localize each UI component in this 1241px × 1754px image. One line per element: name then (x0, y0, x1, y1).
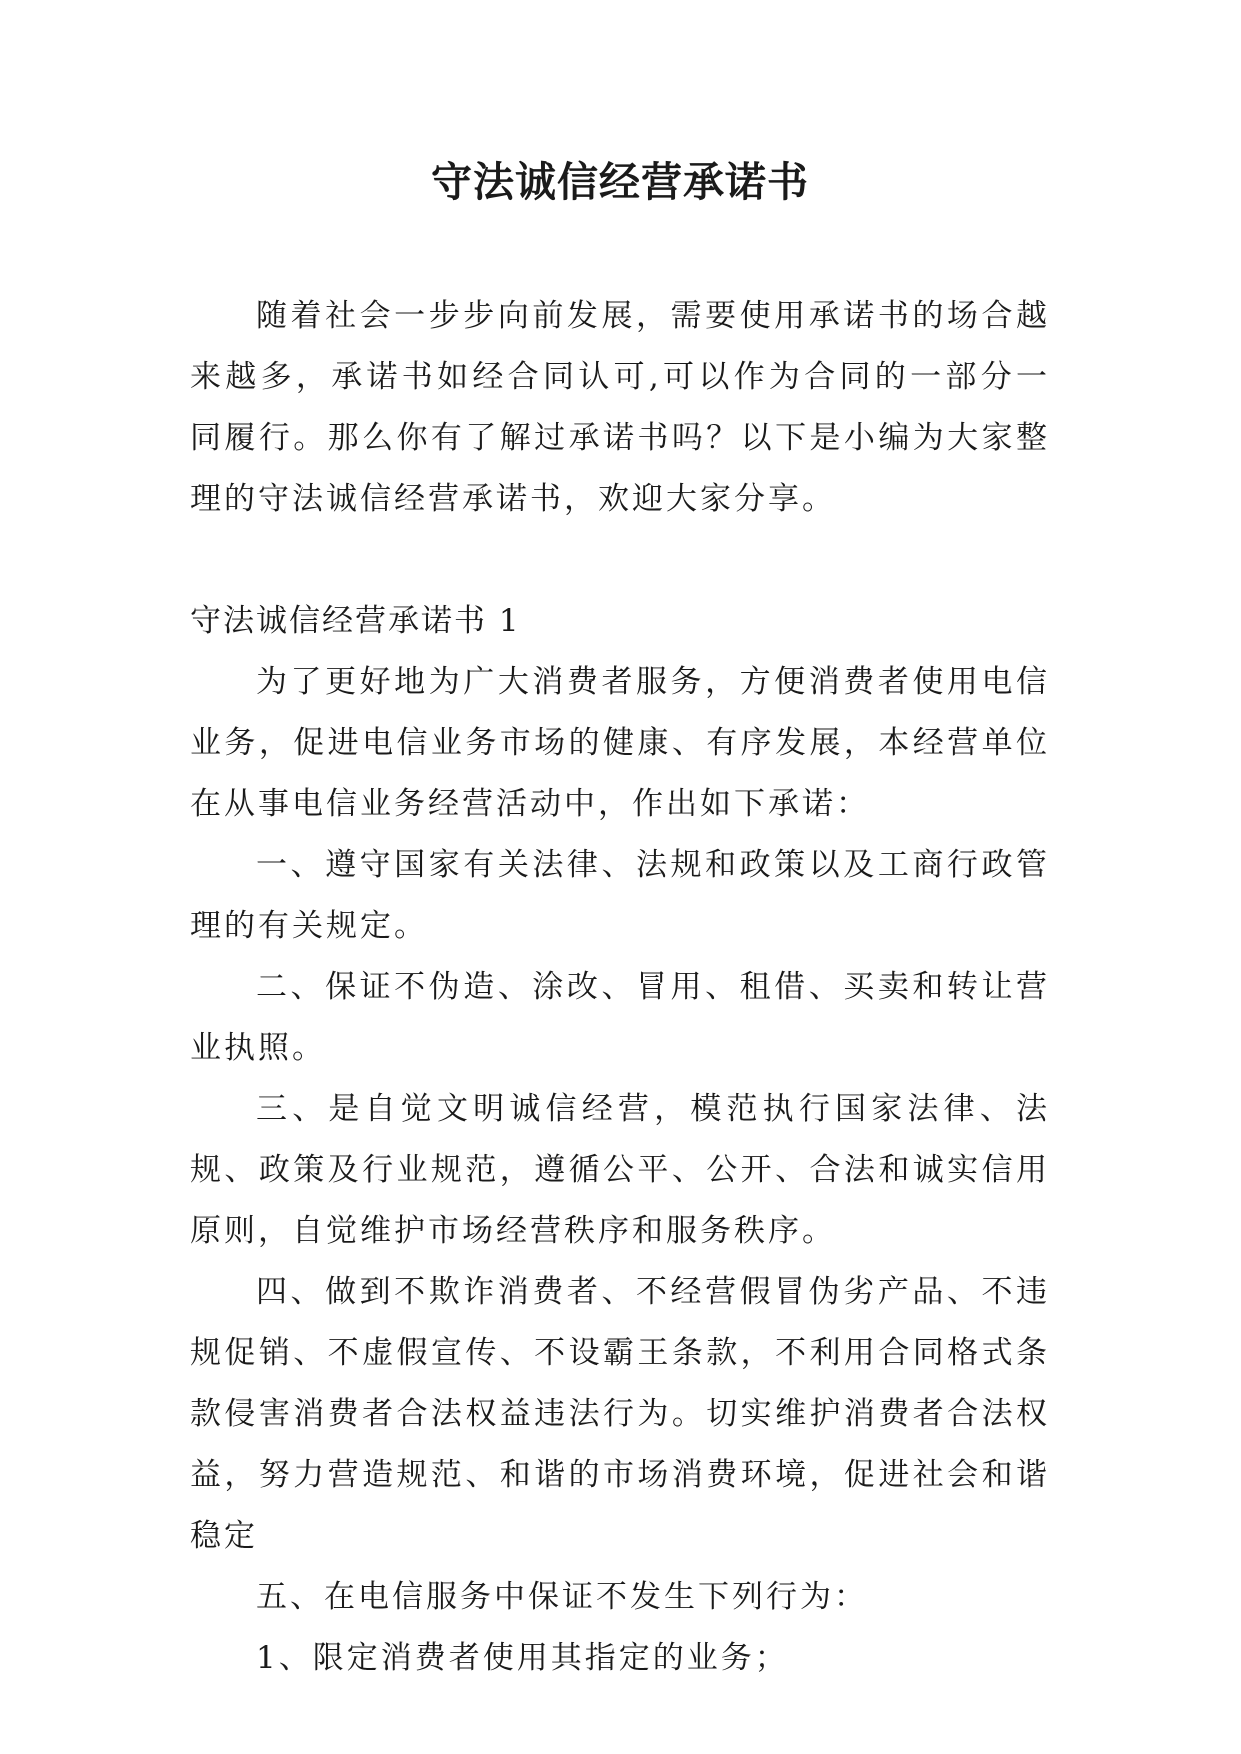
section-paragraph-preamble: 为了更好地为广大消费者服务，方便消费者使用电信业务，促进电信业务市场的健康、有序发展，本经营单位在从事电信业务经营活动中，作出如下承诺： (190, 664, 1050, 822)
section-paragraph-item-1: 一、遵守国家有关法律、法规和政策以及工商行政管理的有关规定。 (190, 847, 1050, 944)
document-title: 守法诚信经营承诺书 (431, 158, 809, 206)
section-paragraph-item-5: 五、在电信服务中保证不发生下列行为： (256, 1579, 868, 1615)
paragraph-gap (190, 530, 1050, 591)
section-paragraph-item-4: 四、做到不欺诈消费者、不经营假冒伪劣产品、不违规促销、不虚假宣传、不设霸王条款，不利用合同格式条款侵害消费者合法权益违法行为。切实维护消费者合法权益，努力营造规范、和谐的市场消费环境，促进社会和谐稳定 (190, 1274, 1050, 1554)
section-paragraph-item-3: 三、是自觉文明诚信经营，模范执行国家法律、法规、政策及行业规范，遵循公平、公开、合法和诚实信用原则，自觉维护市场经营秩序和服务秩序。 (190, 1091, 1050, 1249)
intro-paragraph: 随着社会一步步向前发展，需要使用承诺书的场合越来越多，承诺书如经合同认可,可以作为合同的一部分一同履行。那么你有了解过承诺书吗？以下是小编为大家整理的守法诚信经营承诺书，欢迎大家分享。 (190, 298, 1050, 517)
section-heading: 守法诚信经营承诺书 1 (190, 603, 521, 639)
section-paragraph-item-2: 二、保证不伪造、涂改、冒用、租借、买卖和转让营业执照。 (190, 969, 1050, 1066)
document-body (190, 286, 1050, 1689)
section-paragraph-subitem-1: 1、限定消费者使用其指定的业务； (256, 1640, 789, 1676)
